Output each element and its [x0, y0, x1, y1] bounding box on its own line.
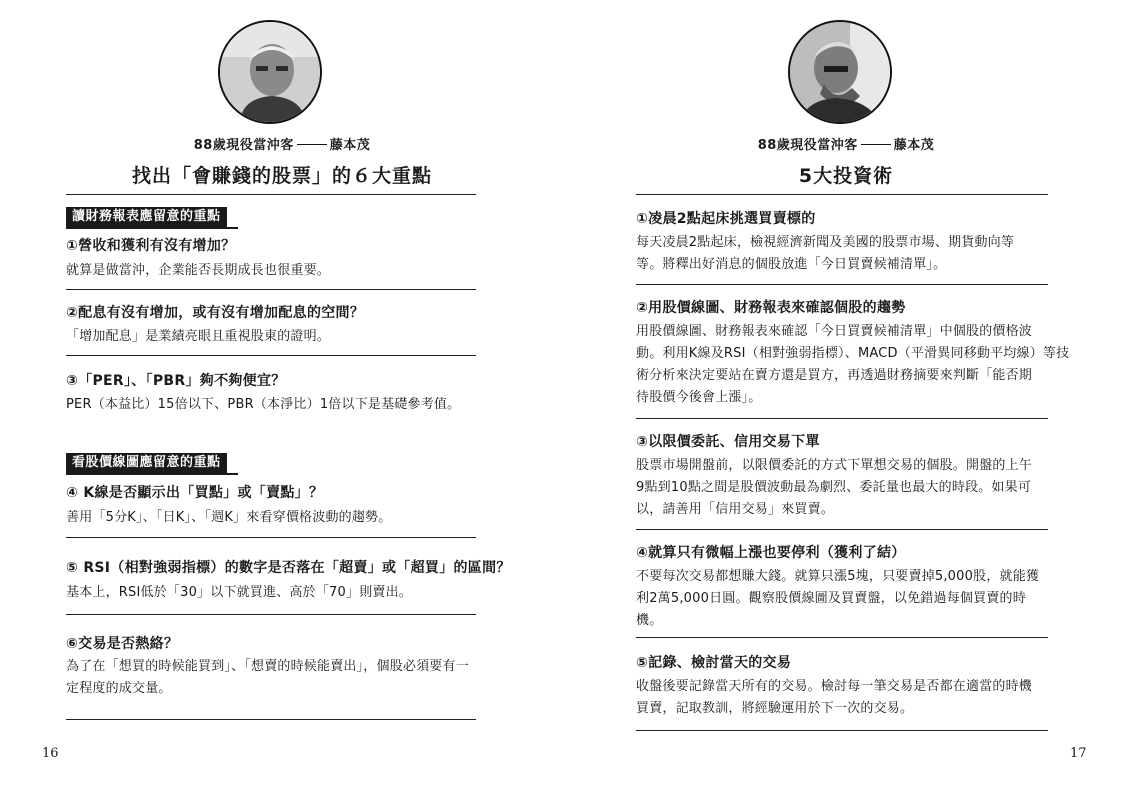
divider: [66, 194, 476, 195]
item-body: 定程度的成交量。: [66, 681, 172, 696]
item-title: ⑥交易是否熱絡？: [66, 636, 179, 652]
item-body: 為了在「想買的時候能買到」、「想賣的時候能賣出」，個股必須要有一: [66, 659, 469, 674]
page-number: 16: [42, 746, 59, 761]
section-label-financials: 讀財務報表應留意的重點: [66, 207, 227, 227]
item-title: ③以限價委託、信用交易下單: [636, 434, 820, 450]
divider: [636, 418, 1048, 419]
item-body: 就算是做當沖，企業能否長期成長也很重要。: [66, 263, 331, 278]
divider: [66, 537, 476, 538]
item-body: 基本上，RSI低於「30」以下就買進、高於「70」則賣出。: [66, 585, 413, 600]
kicker-prefix: 88歲現役當沖客: [193, 138, 294, 153]
right-kicker: [564, 134, 1128, 153]
item-body: 買賣，記取教訓，將經驗運用於下一次的交易。: [636, 701, 914, 716]
item-body: 善用「5分K」、「日K」、「週K」來看穿價格波動的趨勢。: [66, 510, 392, 525]
item-title: ⑤ RSI（相對強弱指標）的數字是否落在「超賣」或「超買」的區間？: [66, 560, 511, 576]
item-title: ①凌晨2點起床挑選買賣標的: [636, 211, 816, 227]
page-number: 17: [1070, 746, 1087, 761]
item-body: 用股價線圖、財務報表來確認「今日買賣候補清單」中個股的價格波: [636, 324, 1033, 339]
section-underline: [66, 473, 238, 475]
section-label-chart: 看股價線圖應留意的重點: [66, 453, 227, 473]
item-body: 每天凌晨2點起床，檢視經濟新聞及美國的股票市場、期貨動向等: [636, 235, 1015, 250]
divider: [636, 284, 1048, 285]
kicker-name: 藤本茂: [893, 138, 935, 153]
item-title: ③「PER」、「PBR」夠不夠便宜？: [66, 373, 286, 389]
divider: [636, 194, 1048, 195]
item-body: 術分析來決定要站在賣方還是買方，再透過財務摘要來判斷「能否期: [636, 368, 1033, 383]
item-body: PER（本益比）15倍以下、PBR（本淨比）1倍以下是基礎參考值。: [66, 397, 461, 412]
divider: [636, 637, 1048, 638]
left-kicker: [0, 134, 564, 153]
item-body: 利2萬5,000日圓。觀察股價線圖及買賣盤，以免錯過每個買賣的時: [636, 591, 1026, 606]
kicker-name: 藤本茂: [329, 138, 371, 153]
item-body: 動。利用K線及RSI（相對強弱指標）、MACD（平滑異同移動平均線）等技: [636, 346, 1070, 361]
item-title: ①營收和獲利有沒有增加？: [66, 238, 236, 254]
right-headline: 5大投資術: [798, 165, 894, 187]
item-body: 待股價今後會上漲」。: [636, 390, 762, 405]
item-body: 股票市場開盤前，以限價委託的方式下單想交易的個股。開盤的上午: [636, 458, 1033, 473]
author-portrait: [218, 20, 322, 124]
portrait-photo-icon: [220, 22, 320, 122]
kicker-prefix: 88歲現役當沖客: [757, 138, 858, 153]
section-underline: [66, 227, 238, 229]
item-body: 收盤後要記錄當天所有的交易。檢討每一筆交易是否都在適當的時機: [636, 679, 1033, 694]
item-title: ②配息有沒有增加，或有沒有增加配息的空間？: [66, 305, 365, 321]
right-page: [564, 0, 1128, 800]
item-body: 9點到10點之間是股價波動最為劇烈、委託量也最大的時段。如果可: [636, 480, 1032, 495]
left-headline: 找出「會賺錢的股票」的６大重點: [131, 165, 432, 187]
item-title: ②用股價線圖、財務報表來確認個股的趨勢: [636, 300, 906, 316]
item-body: 機。: [636, 613, 663, 628]
divider: [636, 730, 1048, 731]
divider: [66, 719, 476, 720]
author-portrait: [788, 20, 892, 124]
divider: [66, 289, 476, 290]
portrait-photo-icon: [790, 22, 890, 122]
item-title: ④就算只有微幅上漲也要停利（獲利了結）: [636, 545, 906, 561]
item-title: ④ K線是否顯示出「買點」或「賣點」？: [66, 485, 324, 501]
item-title: ⑤記錄、檢討當天的交易: [636, 655, 792, 671]
kicker-dash: [861, 144, 891, 145]
divider: [66, 614, 476, 615]
item-body: 不要每次交易都想賺大錢。就算只漲5塊，只要賣掉5,000股，就能獲: [636, 569, 1040, 584]
kicker-dash: [297, 144, 327, 145]
item-body: 以，請善用「信用交易」來買賣。: [636, 502, 835, 517]
divider: [636, 529, 1048, 530]
item-body: 等。將釋出好消息的個股放進「今日買賣候補清單」。: [636, 257, 947, 272]
item-body: 「增加配息」是業績亮眼且重視股東的證明。: [66, 329, 331, 344]
divider: [66, 355, 476, 356]
